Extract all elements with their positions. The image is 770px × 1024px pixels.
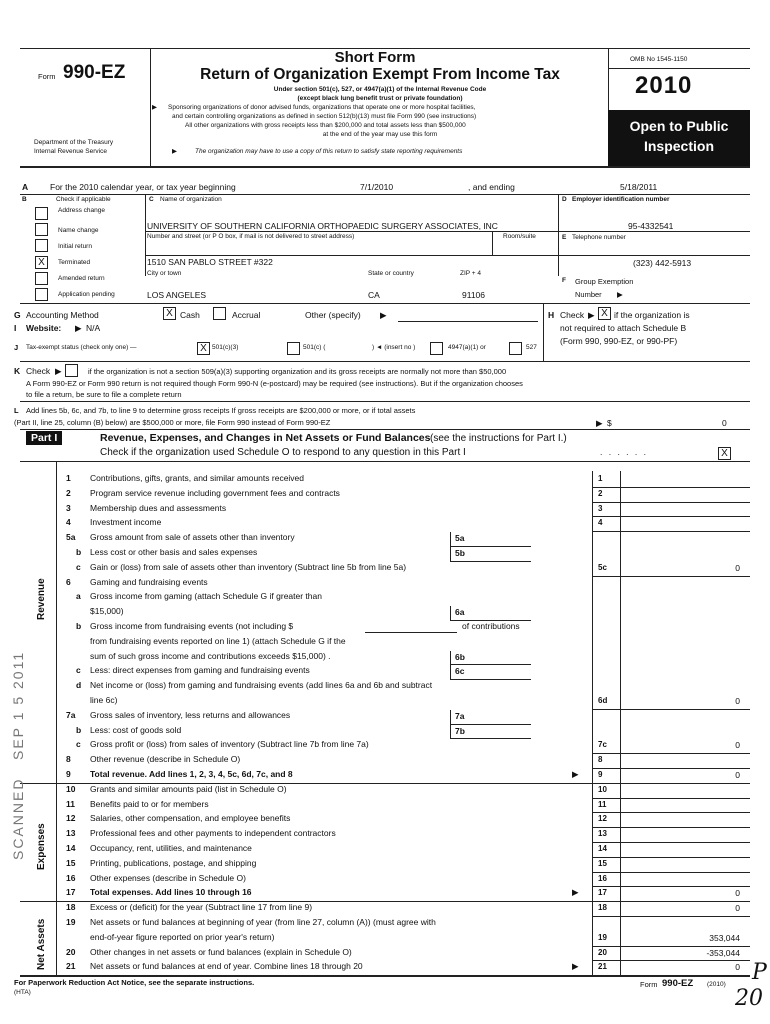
subtitle-6: at the end of the year may use this form (322, 131, 438, 138)
table-row (0, 932, 770, 947)
triangle-icon: ▶ (380, 310, 387, 320)
amount-field[interactable]: 0 (735, 962, 740, 973)
column-line-number: 1 (598, 474, 603, 483)
tax-year-text: For the 2010 calendar year, or tax year beginning (50, 182, 236, 192)
checkbox-4947[interactable] (430, 342, 443, 355)
line-number: 5a (66, 532, 76, 543)
line-number: 4 (66, 517, 71, 528)
k-check-label: Check (26, 366, 51, 376)
omb-number: OMB No 1545-1150 (630, 56, 688, 63)
org-name-label: Name of organization (160, 196, 222, 203)
j-501c: 501(c) ( (303, 344, 326, 351)
checkbox-501c3[interactable]: X (197, 342, 210, 355)
line-number: 7a (66, 709, 76, 720)
table-row (0, 695, 770, 710)
column-line-number: 7c (598, 740, 607, 750)
sub-box-label: 7b (455, 725, 465, 736)
line-description: Net assets or fund balances at end of year. Combine lines 18 through 20 (90, 961, 363, 972)
line-description: Gross income from gaming (attach Schedule G if greater than (90, 591, 322, 602)
footer-form-year: (2010) (707, 981, 726, 988)
part1-title-suffix: (see the instructions for Part I.) (430, 433, 567, 444)
line-number: 6 (66, 576, 71, 587)
line-number: 16 (66, 872, 76, 883)
phone-value: (323) 442-5913 (633, 258, 692, 268)
group-exemption-label: Group Exemption (575, 277, 634, 286)
table-row (0, 488, 770, 503)
column-line-number: 11 (598, 799, 607, 809)
line-description: Contributions, gifts, grants, and similar amounts received (90, 473, 305, 483)
side-label-revenue: Revenue (36, 578, 47, 620)
line-description: Investment income (90, 517, 162, 528)
l-text-2: (Part II, line 25, column (B) below) are $500,000 or more, file Form 990 instead of Form 990-EZ (14, 418, 331, 427)
column-line-number: 18 (598, 903, 607, 913)
column-line-number: 9 (598, 770, 603, 779)
line-number: 1 (66, 473, 71, 483)
ein-value: 95-4332541 (628, 221, 674, 231)
label-l: L (14, 406, 19, 415)
checkbox-address-change[interactable] (35, 207, 48, 220)
amount-field[interactable]: 0 (735, 903, 740, 914)
amount-field[interactable]: 353,044 (709, 932, 740, 943)
table-row (0, 577, 770, 592)
city-value: LOS ANGELES (147, 290, 207, 300)
label-e: E (562, 234, 567, 241)
side-label-expenses: Expenses (36, 823, 47, 870)
checkbox-501c[interactable] (287, 342, 300, 355)
line-description: end-of-year figure reported on prior year's return) (90, 931, 275, 942)
table-row (0, 754, 770, 769)
number-label: Number (575, 290, 602, 299)
line-description: line 6c) (90, 695, 118, 705)
table-row (0, 547, 770, 562)
sub-amount-field[interactable] (450, 725, 531, 740)
line-number: 3 (66, 502, 71, 513)
form-prefix: Form (38, 72, 56, 81)
column-line-number: 8 (598, 755, 603, 765)
j-insert: ) ◄ (insert no ) (372, 344, 416, 351)
table-row (0, 621, 770, 636)
street-label: Number and street (or P O box, if mail is not delivered to street address) (147, 233, 355, 240)
checkbox-amended-return[interactable] (35, 272, 48, 285)
checkbox-name-change[interactable] (35, 223, 48, 236)
line-description: Benefits paid to or for members (90, 798, 209, 809)
line-number: b (76, 547, 82, 557)
j-501c3: 501(c)(3) (212, 344, 239, 351)
line-tail: of contributions (462, 621, 520, 631)
sub-box-label: 6c (455, 666, 465, 677)
sub-amount-field[interactable] (450, 547, 531, 562)
table-row (0, 651, 770, 666)
footer-form-label: Form (640, 980, 658, 989)
column-line-number: 20 (598, 947, 607, 957)
subtitle-3: Sponsoring organizations of donor advised funds, organizations that operate one or more hospital facilities, (168, 104, 476, 111)
paperwork-notice: For Paperwork Reduction Act Notice, see the separate instructions. (14, 978, 255, 987)
l-text: Add lines 5b, 6c, and 7b, to line 9 to determine gross receipts If gross receipts are $200,000 or more, or if total assets (26, 406, 416, 415)
column-line-number: 10 (598, 784, 607, 794)
line-description: Gaming and fundraising events (90, 576, 208, 587)
title-short-form: Short Form (334, 49, 416, 66)
accounting-method-label: Accounting Method (26, 310, 99, 320)
line-number: c (76, 665, 81, 676)
table-row (0, 517, 770, 532)
check-address-change: Address change (58, 207, 105, 214)
subtitle-5: All other organizations with gross receipts less than $200,000 and total assets less than $500,000 (185, 122, 466, 129)
table-row (0, 947, 770, 962)
checkbox-initial-return[interactable] (35, 239, 48, 252)
checkbox-527[interactable] (509, 342, 522, 355)
label-a: A (22, 182, 29, 192)
column-line-number: 12 (598, 814, 607, 824)
website-value: N/A (86, 323, 101, 333)
table-row (0, 961, 770, 976)
table-row (0, 473, 770, 488)
column-line-number: 13 (598, 829, 607, 839)
line-number: 21 (66, 961, 76, 972)
line-description: Grants and similar amounts paid (list in Schedule O) (90, 783, 287, 794)
date-stamp: SEP 1 5 2011 (10, 650, 26, 760)
handwritten-mark: P (752, 960, 767, 985)
column-line-number: 5c (598, 562, 607, 572)
label-c: C (149, 196, 154, 203)
line-description: Less cost or other basis and sales expenses (90, 547, 258, 557)
line-number: 12 (66, 813, 76, 824)
j-527: 527 (526, 344, 537, 351)
line-number: c (76, 561, 81, 572)
l-value: 0 (722, 418, 727, 428)
line-description: Gross amount from sale of assets other than inventory (90, 532, 295, 543)
column-line-number: 17 (598, 888, 607, 898)
label-d: D (562, 196, 567, 203)
line-description: Printing, publications, postage, and shipping (90, 857, 257, 868)
tax-year-begin: 7/1/2010 (360, 182, 394, 192)
line-number: 19 (66, 917, 76, 927)
and-ending-text: , and ending (468, 182, 515, 192)
state-value: CA (368, 290, 380, 300)
table-row (0, 873, 770, 888)
checkbox-k[interactable] (65, 364, 78, 377)
line-number: d (76, 680, 82, 691)
table-row (0, 636, 770, 651)
line-description: Excess or (deficit) for the year (Subtract line 17 from line 9) (90, 902, 313, 913)
part1-check-line: Check if the organization used Schedule O to respond to any question in this Part I (100, 447, 466, 458)
line-number: 13 (66, 828, 76, 839)
amount-field[interactable]: 0 (735, 770, 740, 780)
other-specify-label: Other (specify) (305, 310, 361, 320)
line-number: 17 (66, 887, 76, 898)
table-row (0, 843, 770, 858)
table-row (0, 665, 770, 680)
triangle-icon: ▶ (55, 366, 62, 376)
check-terminated: Terminated (58, 259, 91, 266)
table-row (0, 917, 770, 932)
line-description: Net income or (loss) from gaming and fundraising events (add lines 6a and 6b and subtract (90, 680, 433, 691)
line-description: Membership dues and assessments (90, 502, 227, 513)
table-row (0, 858, 770, 873)
table-row (0, 606, 770, 621)
column-line-number: 19 (598, 932, 607, 942)
sub-box-label: 5b (455, 548, 465, 558)
amount-field[interactable]: -353,044 (706, 947, 740, 958)
cash-label: Cash (180, 310, 200, 320)
k-text: if the organization is not a section 509(a)(3) supporting organization and its gross receipts are normally not more than $50,000 (88, 367, 507, 376)
line-number: a (76, 591, 81, 602)
line-number: 8 (66, 754, 71, 765)
table-row (0, 710, 770, 725)
sub-amount-field[interactable] (450, 710, 531, 725)
dept-treasury: Department of the Treasury (34, 139, 114, 146)
table-row (0, 784, 770, 799)
label-i: I (14, 323, 17, 333)
label-g: G (14, 310, 21, 320)
column-line-number: 4 (598, 518, 603, 528)
table-row (0, 532, 770, 547)
line-number: 14 (66, 843, 76, 853)
h-text-3: (Form 990, 990-EZ, or 990-PF) (560, 336, 678, 346)
line-description: Program service revenue including government fees and contracts (90, 487, 340, 498)
label-k: K (14, 366, 21, 376)
table-row (0, 887, 770, 902)
line-description: Total expenses. Add lines 10 through 16 (90, 887, 252, 898)
line-description: Gross income from fundraising events (not including $ (90, 621, 294, 631)
line-number: c (76, 739, 81, 750)
hta-label: (HTA) (14, 989, 31, 996)
amount-field[interactable]: 0 (735, 740, 740, 751)
line-description: sum of such gross income and contributions exceeds $15,000) . (90, 650, 331, 661)
checkbox-application-pending[interactable] (35, 288, 48, 301)
amount-field[interactable]: 0 (735, 888, 740, 899)
table-row (0, 562, 770, 577)
checkbox-cash[interactable]: X (163, 307, 176, 320)
label-j: J (14, 343, 19, 352)
line-description: Less: direct expenses from gaming and fundraising events (90, 665, 310, 676)
checkbox-schedule-b[interactable]: X (598, 307, 611, 320)
line-description: Total revenue. Add lines 1, 2, 3, 4, 5c, 6d, 7c, and 8 (90, 769, 293, 779)
triangle-icon: ▶ (75, 323, 82, 333)
form-number: 990-EZ (63, 62, 126, 83)
table-row (0, 902, 770, 917)
column-line-number: 14 (598, 844, 607, 853)
table-row (0, 828, 770, 843)
column-line-number: 3 (598, 503, 603, 513)
j-4947: 4947(a)(1) or (448, 344, 486, 351)
sub-amount-field[interactable] (450, 665, 531, 680)
state-label: State or country (368, 270, 414, 277)
line-description: from fundraising events reported on line 1) (attach Schedule G if the (90, 635, 346, 646)
triangle-icon: ▶ (572, 769, 579, 779)
check-initial-return: Initial return (58, 243, 92, 250)
side-label-net-assets: Net Assets (36, 918, 47, 970)
table-row (0, 591, 770, 606)
checkbox-accrual[interactable] (213, 307, 226, 320)
column-line-number: 21 (598, 962, 607, 972)
sub-box-label: 6a (455, 607, 465, 618)
open-public-line2: Inspection (643, 138, 714, 154)
dept-irs: Internal Revenue Service (34, 148, 107, 155)
amount-field[interactable]: 0 (735, 696, 740, 706)
part1-label: Part I (26, 431, 62, 445)
line-number: 11 (66, 798, 75, 809)
line-number: 15 (66, 857, 76, 868)
check-application-pending: Application pending (58, 291, 115, 298)
sub-amount-field[interactable] (450, 606, 531, 621)
table-row (0, 725, 770, 740)
h-check-label: Check (560, 310, 585, 320)
line-number: 10 (66, 783, 76, 794)
dot-leader: . . . . . . (600, 447, 648, 457)
line-number: b (76, 724, 82, 735)
checkbox-schedule-o[interactable]: X (718, 447, 731, 460)
check-amended-return: Amended return (58, 275, 105, 282)
triangle-icon: ▶ (572, 961, 579, 972)
open-public-line1: Open to Public (629, 118, 729, 134)
line-description: $15,000) (90, 606, 124, 617)
check-name-change: Name change (58, 227, 99, 234)
line-description: Occupancy, rent, utilities, and maintenance (90, 843, 252, 853)
tax-year-end: 5/18/2011 (620, 182, 658, 192)
line-number: 20 (66, 946, 76, 957)
table-row (0, 739, 770, 754)
street-value: 1510 SAN PABLO STREET #322 (147, 257, 273, 267)
column-line-number: 6d (598, 696, 608, 705)
tax-year: 2010 (635, 72, 693, 99)
sub-box-label: 7a (455, 710, 465, 721)
triangle-icon: ▶ (617, 290, 623, 299)
k-text-3: to file a return, be sure to file a complete return (26, 390, 182, 399)
check-applicable: Check if applicable (56, 196, 111, 203)
line-description: Professional fees and other payments to independent contractors (90, 828, 336, 839)
table-row (0, 813, 770, 828)
line-description: Other expenses (describe in Schedule O) (90, 872, 246, 883)
subtitle-7: The organization may have to use a copy of this return to satisfy state reporting requirements (195, 148, 463, 155)
sub-amount-field[interactable] (450, 651, 531, 666)
sub-box-label: 5a (455, 533, 465, 544)
table-row (0, 769, 770, 784)
subtitle-1: Under section 501(c), 527, or 4947(a)(1) of the Internal Revenue Code (273, 86, 487, 93)
form-title: Return of Organization Exempt From Income Tax (200, 66, 560, 83)
triangle-icon: ▶ (588, 310, 595, 320)
accrual-label: Accrual (232, 310, 261, 320)
triangle-icon: ▶ (596, 418, 603, 428)
line-description: Net assets or fund balances at beginning of year (from line 27, column (A)) (must agree with (90, 917, 436, 927)
table-row (0, 503, 770, 518)
line-description: Gain or (loss) from sale of assets other than inventory (Subtract line 5b from line 5a) (90, 561, 407, 572)
amount-field[interactable]: 0 (735, 562, 740, 573)
org-name: UNIVERSITY OF SOUTHERN CALIFORNIA ORTHOPAEDIC SURGERY ASSOCIATES, INC (147, 221, 498, 231)
column-line-number: 2 (598, 488, 603, 498)
tax-exempt-label: Tax-exempt status (check only one) — (26, 344, 137, 351)
triangle-icon: ▶ (172, 148, 177, 155)
line-number: 2 (66, 487, 71, 498)
triangle-icon: ▶ (572, 887, 579, 898)
room-label: Room/suite (503, 233, 536, 240)
table-row (0, 680, 770, 695)
subtitle-4: and certain controlling organizations as defined in section 512(b)(13) must file Form 990 (see instructions) (172, 113, 477, 120)
column-line-number: 16 (598, 873, 607, 883)
scanned-stamp: SCANNED (10, 777, 26, 860)
sub-box-label: 6b (455, 651, 465, 662)
label-h: H (548, 310, 555, 320)
l-dollar: $ (607, 418, 612, 428)
line-number: 9 (66, 769, 71, 779)
line-number: b (76, 621, 82, 631)
phone-label: Telephone number (572, 234, 626, 241)
website-label: Website: (26, 323, 62, 333)
zip-label: ZIP + 4 (460, 270, 482, 277)
sub-amount-field[interactable] (450, 532, 531, 547)
triangle-icon: ▶ (152, 104, 157, 111)
line-description: Less: cost of goods sold (90, 724, 182, 735)
footer-form-number: 990-EZ (662, 978, 694, 989)
subtitle-2: (except black lung benefit trust or private foundation) (297, 95, 463, 102)
h-text-2: not required to attach Schedule B (560, 323, 687, 333)
table-row (0, 799, 770, 814)
handwritten-number: 20 (735, 986, 763, 1011)
checkbox-terminated[interactable]: X (35, 256, 48, 269)
line-description: Gross sales of inventory, less returns and allowances (90, 709, 291, 720)
k-text-2: A Form 990-EZ or Form 990 return is not required though Form 990-N (e-postcard) may be required (see instructions). But if the organization chooses (26, 379, 523, 388)
label-f: F (562, 277, 566, 284)
ein-label: Employer identification number (572, 196, 670, 203)
label-b: B (22, 196, 27, 203)
line-number: 18 (66, 902, 76, 913)
line-description: Other changes in net assets or fund balances (explain in Schedule O) (90, 946, 352, 957)
h-text-1: if the organization is (614, 310, 690, 320)
line-description: Salaries, other compensation, and employee benefits (90, 813, 291, 824)
zip-value: 91106 (462, 290, 486, 300)
part1-title: Revenue, Expenses, and Changes in Net Assets or Fund Balances (100, 432, 431, 444)
line-description: Other revenue (describe in Schedule O) (90, 754, 241, 765)
line-description: Gross profit or (loss) from sales of inventory (Subtract line 7b from line 7a) (90, 739, 369, 750)
city-label: City or town (147, 270, 182, 277)
column-line-number: 15 (598, 858, 607, 868)
